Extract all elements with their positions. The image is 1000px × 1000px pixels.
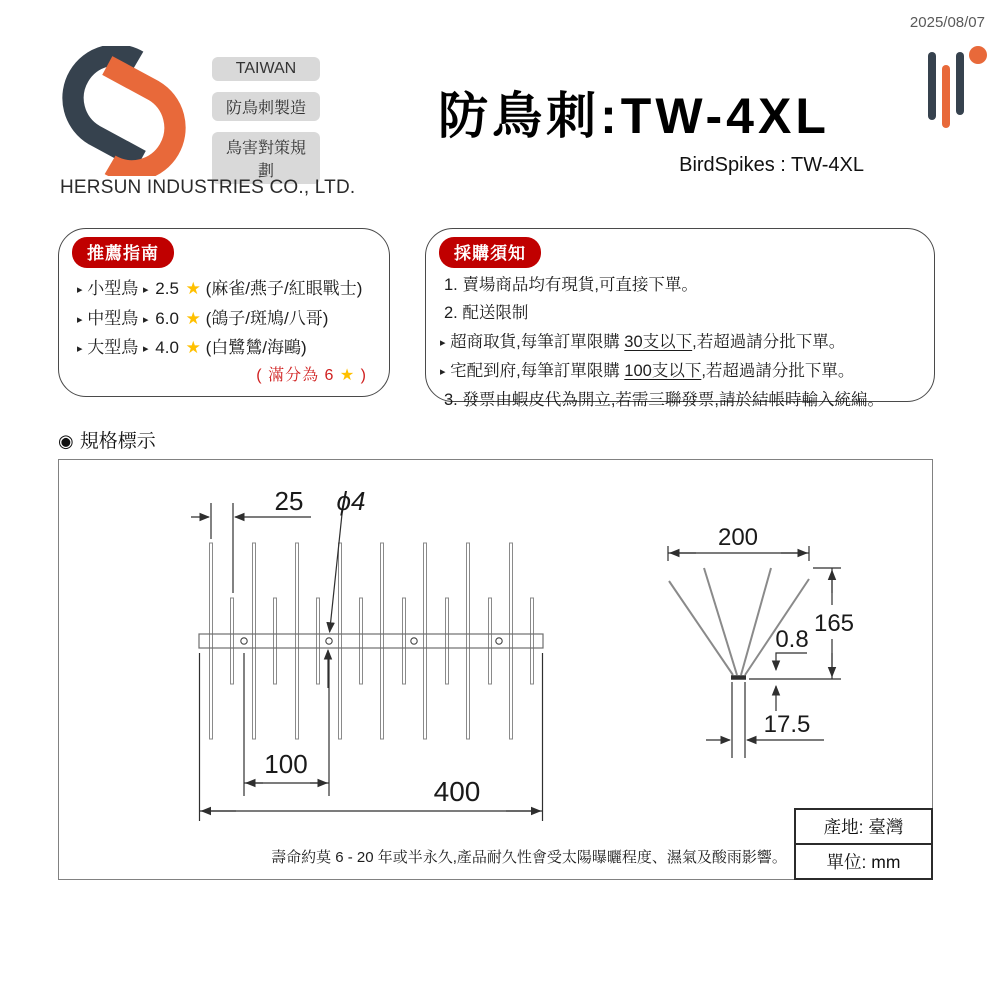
company-name: HERSUN INDUSTRIES CO., LTD.	[60, 177, 356, 198]
origin-cell: 產地: 臺灣	[823, 817, 904, 837]
star-icon: ★	[339, 367, 356, 384]
dim-08-label: 0.8	[775, 626, 809, 653]
notice-line-stock: 1. 賣場商品均有現貨,可直接下單。	[444, 276, 698, 294]
badge-planning: 鳥害對策規劃	[212, 132, 320, 184]
triangle-arrow-icon: ▸	[143, 313, 149, 326]
guide-row-large-bird	[77, 334, 389, 364]
bird-size-label: 中型鳥	[87, 308, 139, 328]
bird-examples: (白鷺鷥/海鷗)	[205, 338, 307, 357]
star-icon: ★	[185, 338, 201, 357]
notice-line-cstore	[440, 328, 934, 357]
product-title: 防鳥刺:TW-4XL	[438, 88, 830, 144]
dim-175-label: 17.5	[763, 711, 811, 738]
notice-line-invoice: 3. 發票由蝦皮代為開立,若需三聯發票,請於結帳時輸入統編。	[444, 391, 885, 410]
notice-line-home-delivery	[440, 357, 934, 386]
rating-score: 2.5	[155, 279, 179, 298]
bird-examples: (鴿子/斑鳩/八哥)	[205, 308, 329, 328]
bird-size-label: 小型鳥	[87, 279, 139, 298]
dim-400-label: 400	[433, 776, 481, 807]
limit-value: 100支以下	[624, 361, 702, 380]
max-score-close: )	[355, 367, 367, 384]
dim-25-label: 25	[274, 486, 304, 516]
bar-icon	[928, 52, 936, 120]
rating-score: 6.0	[155, 308, 179, 328]
triangle-bullet-icon: ▸	[77, 284, 83, 296]
limit-text: 超商取貨,每筆訂單限購	[450, 332, 625, 351]
bar-icon	[956, 52, 964, 115]
triangle-bullet-icon: ▸	[77, 313, 83, 326]
notice-box	[425, 228, 935, 410]
dim-08-lines	[776, 653, 807, 711]
technical-drawing-panel	[58, 459, 933, 880]
dim-165-label: 165	[813, 610, 855, 637]
title-block	[400, 76, 868, 177]
dot-icon	[969, 46, 987, 64]
fisheye-bullet-icon: ◉	[58, 431, 74, 451]
mounting-holes	[241, 638, 502, 644]
star-icon: ★	[185, 279, 201, 298]
origin-unit-table	[794, 808, 933, 880]
product-subtitle: BirdSpikes : TW-4XL	[679, 154, 864, 176]
dim-200-label: 200	[717, 524, 759, 551]
triangle-bullet-icon: ▸	[77, 343, 83, 355]
guide-rows	[77, 275, 389, 364]
max-score-note	[256, 362, 367, 385]
limit-suffix: ,若超過請分批下單。	[692, 332, 846, 351]
rating-score: 4.0	[155, 338, 179, 357]
spec-heading-text: 規格標示	[79, 431, 156, 452]
triangle-bullet-icon: ▸	[440, 336, 446, 349]
limit-value: 30支以下	[624, 332, 693, 351]
notice-line-shipping: 2. 配送限制	[444, 304, 529, 323]
guide-row-small-bird	[77, 275, 389, 305]
bar-icon	[942, 65, 950, 128]
notice-lines	[440, 271, 934, 414]
unit-cell: 單位: mm	[796, 843, 931, 878]
limit-text: 宅配到府,每筆訂單限購	[450, 361, 625, 380]
max-score-text: ( 滿分為 6	[256, 367, 340, 384]
triangle-arrow-icon: ▸	[143, 343, 149, 355]
notice-heading-badge: 採購須知	[439, 237, 541, 268]
spec-section-heading	[58, 426, 156, 453]
triangle-arrow-icon: ▸	[143, 284, 149, 296]
feature-badges	[212, 57, 324, 195]
cross-section-spikes	[669, 568, 809, 675]
badge-taiwan: TAIWAN	[212, 57, 320, 81]
limit-suffix: ,若超過請分批下單。	[701, 361, 855, 380]
spike-strip-spikes	[210, 543, 534, 739]
bird-examples: (麻雀/燕子/紅眼戰士)	[205, 279, 363, 298]
brand-bars-icon	[925, 45, 989, 137]
dim-100-label: 100	[264, 749, 308, 779]
guide-heading-badge: 推薦指南	[72, 237, 174, 268]
lifespan-note: 壽命約莫 6 - 20 年或半永久,產品耐久性會受太陽曝曬程度、濕氣及酸雨影響。	[271, 849, 787, 866]
guide-row-medium-bird	[77, 305, 389, 335]
bird-size-label: 大型鳥	[87, 338, 139, 357]
date-label: 2025/08/07	[909, 14, 985, 31]
guide-box	[58, 228, 390, 397]
triangle-bullet-icon: ▸	[440, 365, 446, 378]
star-icon: ★	[185, 308, 201, 328]
hersun-logo-icon	[58, 46, 190, 176]
badge-manufacture: 防鳥刺製造	[212, 92, 320, 121]
dim-hole-diameter-label: ϕ4	[336, 486, 366, 516]
